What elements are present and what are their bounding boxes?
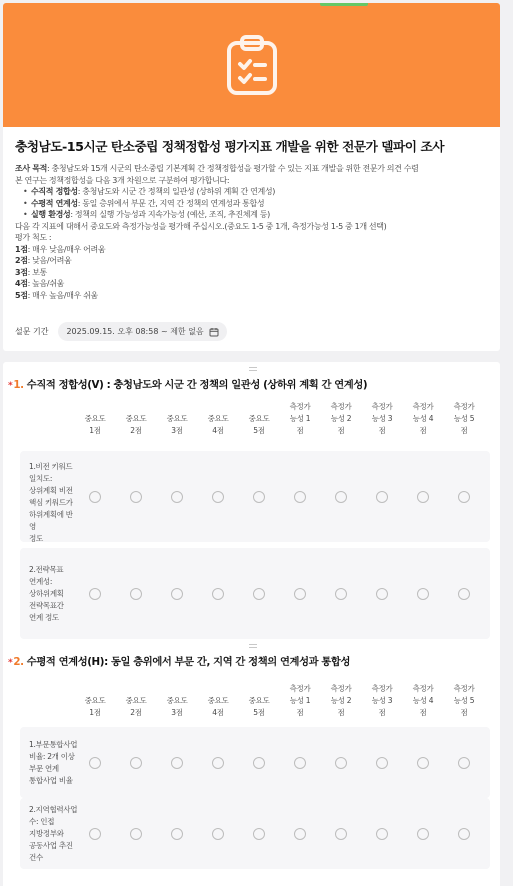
radio-option[interactable] [294,828,306,840]
radio-option[interactable] [253,828,265,840]
radio-option[interactable] [294,588,306,600]
radio-option[interactable] [89,757,101,769]
radio-option[interactable] [253,757,265,769]
column-header: 중요도 4점 [207,414,229,435]
column-header: 중요도 1점 [84,414,106,435]
radio-option[interactable] [130,588,142,600]
row-label: 1.부문통합사업 비율: 2개 이상 부문 연계 통합사업 비율 [29,739,78,785]
radio-option[interactable] [212,588,224,600]
radio-option[interactable] [130,828,142,840]
radio-option[interactable] [417,491,429,503]
radio-option[interactable] [253,491,265,503]
radio-option[interactable] [458,828,470,840]
column-header: 중요도 5점 [248,414,270,435]
table-row [20,727,490,798]
radio-option[interactable] [130,491,142,503]
question-number: 1. [13,379,24,391]
question-number: 2. [13,656,24,668]
period-label: 설문 기간 [15,327,49,336]
purpose-text: : 충청남도와 15개 시군의 탄소중립 기본계획 간 정책정합성을 평가할 수 있는 지표 개발을 위한 전문가 의견 수렴 [46,164,419,173]
period-value: 2025.09.15. 오후 08:58 ~ 제한 없음 [66,327,204,336]
row-label: 1.비전 키워드 일치도: 상위계획 비전 핵심 키워드가 하위계획에 반영 정도 [29,461,73,543]
question-text: 수직적 정합성(V) : 충청남도와 시군 간 정책의 일관성 (상하위 계획 간 연계성) [23,379,368,391]
purpose-label: 조사 목적 [15,164,47,173]
purpose-line2: 본 연구는 정책정합성을 다음 3개 차원으로 구분하여 평가합니다: [15,175,230,185]
radio-option[interactable] [171,828,183,840]
required-mark: * [8,381,13,391]
radio-option[interactable] [171,491,183,503]
radio-option[interactable] [417,828,429,840]
survey-period [15,322,227,341]
radio-option[interactable] [171,757,183,769]
question-title [8,376,367,391]
question-text: 수평적 연계성(H): 동일 층위에서 부문 간, 지역 간 정책의 연계성과 통합성 [23,656,350,668]
radio-option[interactable] [458,491,470,503]
column-header: 중요도 2점 [125,414,147,435]
survey-description [3,155,500,301]
column-header: 중요도 2점 [125,696,147,717]
clipboard-check-icon [223,34,281,96]
radio-option[interactable] [458,757,470,769]
column-header: 중요도 3점 [166,696,188,717]
radio-option[interactable] [417,757,429,769]
radio-option[interactable] [212,491,224,503]
column-header: 측정가 능성 5 점 [453,684,475,717]
radio-option[interactable] [253,588,265,600]
survey-header-card [3,3,500,351]
column-header: 측정가 능성 4 점 [412,684,434,717]
radio-option[interactable] [171,588,183,600]
column-header: 측정가 능성 4 점 [412,402,434,435]
radio-option[interactable] [376,491,388,503]
radio-option[interactable] [376,828,388,840]
dimension-item: • 수직적 정합성: 충청남도와 시군 간 정책의 일관성 (상하위 계획 간 연계성) [31,186,488,198]
table-row [20,451,490,542]
scale-item: 3점: 보통 [15,267,47,277]
column-header: 측정가 능성 2 점 [330,684,352,717]
scale-item: 5점: 매우 높음/매우 쉬움 [15,290,98,300]
scale-title: 평가 척도 : [15,233,52,242]
row-label: 2.전략목표 연계성: 상하위계획 전략목표간 연계 정도 [29,564,64,622]
scale-item: 4점: 높음/쉬움 [15,279,65,288]
column-header: 측정가 능성 5 점 [453,402,475,435]
column-header: 중요도 4점 [207,696,229,717]
radio-option[interactable] [335,828,347,840]
column-header: 중요도 1점 [84,696,106,717]
survey-title: 충청남도-15시군 탄소중립 정책정합성 평가지표 개발을 위한 전문가 델파이 조사 [15,139,444,154]
question-title [8,653,350,668]
drag-handle[interactable] [249,644,257,648]
drag-handle[interactable] [249,367,257,371]
required-mark: * [8,658,13,668]
radio-option[interactable] [376,588,388,600]
column-header: 측정가 능성 1 점 [289,684,311,717]
column-header: 측정가 능성 2 점 [330,402,352,435]
question-card-2 [3,639,500,886]
radio-option[interactable] [376,757,388,769]
radio-option[interactable] [335,588,347,600]
radio-option[interactable] [294,757,306,769]
radio-option[interactable] [417,588,429,600]
table-row [20,798,490,869]
scale-item: 1점: 매우 낮음/매우 어려움 [15,244,106,254]
column-header: 측정가 능성 3 점 [371,684,393,717]
column-header: 중요도 5점 [248,696,270,717]
scale-item: 2점: 낮음/어려움 [15,256,72,265]
table-row [20,548,490,639]
radio-option[interactable] [458,588,470,600]
radio-option[interactable] [294,491,306,503]
dimension-list [15,186,488,221]
radio-option[interactable] [89,588,101,600]
instruction-text: 다음 각 지표에 대해서 중요도와 측정가능성을 평가해 주십시오.(중요도 1-5 중 1개, 측정가능성 1-5 중 1개 선택) [15,221,387,231]
radio-option[interactable] [212,828,224,840]
dimension-item: • 수평적 연계성: 동일 층위에서 부문 간, 지역 간 정책의 연계성과 통합성 [31,198,488,210]
question-card-1 [3,362,500,647]
calendar-icon [209,327,219,337]
radio-option[interactable] [212,757,224,769]
column-header: 측정가 능성 3 점 [371,402,393,435]
header-banner [3,3,500,127]
radio-option[interactable] [335,491,347,503]
period-chip [58,322,226,341]
radio-option[interactable] [335,757,347,769]
dimension-item: • 실행 환경성: 정책의 실행 가능성과 지속가능성 (예산, 조직, 추진체계 등) [31,209,488,221]
banner-tab-indicator [320,3,368,6]
row-label: 2.지역협력사업 수: 인접 지방정부와 공동사업 추진 건수 [29,804,78,862]
column-header: 측정가 능성 1 점 [289,402,311,435]
radio-option[interactable] [89,491,101,503]
radio-option[interactable] [130,757,142,769]
radio-option[interactable] [89,828,101,840]
column-header: 중요도 3점 [166,414,188,435]
